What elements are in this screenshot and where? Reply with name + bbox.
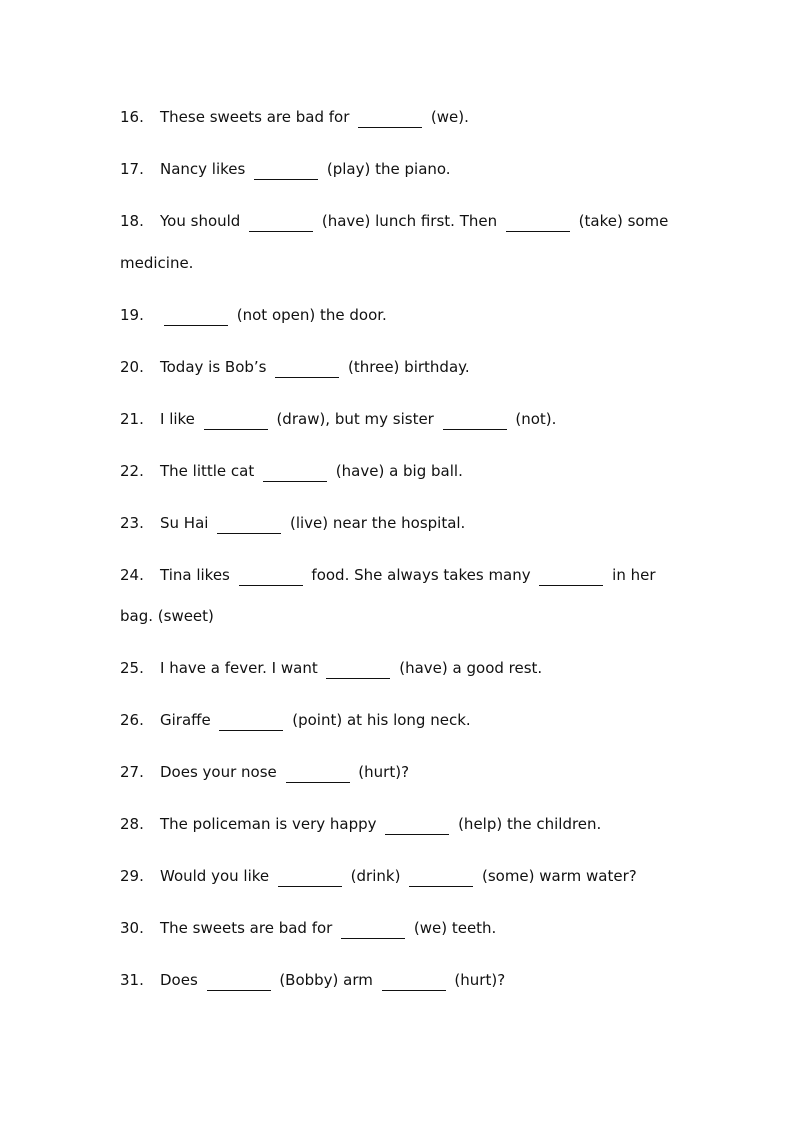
answer-blank[interactable]: [358, 112, 422, 128]
answer-blank[interactable]: [341, 923, 405, 939]
question-text: (we) teeth.: [409, 919, 497, 937]
question-text: (draw), but my sister: [271, 410, 439, 428]
question-24-continuation: [120, 605, 674, 627]
question-number: 26.: [120, 711, 144, 729]
question-19: [120, 304, 674, 326]
question-number: 25.: [120, 659, 144, 677]
answer-blank[interactable]: [506, 216, 570, 232]
question-23: [120, 512, 674, 534]
question-21: [120, 408, 674, 430]
answer-blank[interactable]: [219, 715, 283, 731]
answer-blank[interactable]: [217, 518, 281, 534]
question-26: [120, 709, 674, 731]
answer-blank[interactable]: [254, 164, 318, 180]
question-text: Would you like: [160, 867, 274, 885]
question-text: in her: [607, 566, 656, 584]
answer-blank[interactable]: [409, 871, 473, 887]
question-18: [120, 210, 674, 232]
question-text: (live) near the hospital.: [285, 514, 466, 532]
answer-blank[interactable]: [286, 767, 350, 783]
question-text: Su Hai: [160, 514, 214, 532]
answer-blank[interactable]: [164, 310, 228, 326]
question-24: [120, 564, 674, 586]
question-number: 30.: [120, 919, 144, 937]
question-text: (hurt)?: [353, 763, 410, 781]
answer-blank[interactable]: [443, 414, 507, 430]
question-22: [120, 460, 674, 482]
question-text: (have) a big ball.: [331, 462, 463, 480]
answer-blank[interactable]: [539, 570, 603, 586]
question-text: (help) the children.: [453, 815, 602, 833]
question-number: 21.: [120, 410, 144, 428]
question-text: (take) some: [573, 212, 669, 230]
question-28: [120, 813, 674, 835]
question-text: Tina likes: [160, 566, 235, 584]
question-text: (not).: [510, 410, 557, 428]
question-number: 16.: [120, 108, 144, 126]
question-text: (Bobby) arm: [274, 971, 378, 989]
question-text: Giraffe: [160, 711, 216, 729]
question-text: (hurt)?: [449, 971, 506, 989]
question-text: Nancy likes: [160, 160, 251, 178]
question-text: The policeman is very happy: [160, 815, 382, 833]
question-text: The sweets are bad for: [160, 919, 338, 937]
answer-blank[interactable]: [275, 362, 339, 378]
question-25: [120, 657, 674, 679]
question-text: (not open) the door.: [232, 306, 387, 324]
question-text: The little cat: [160, 462, 260, 480]
question-text: (point) at his long neck.: [287, 711, 471, 729]
question-number: 20.: [120, 358, 144, 376]
question-text: food. She always takes many: [306, 566, 536, 584]
question-number: 29.: [120, 867, 144, 885]
answer-blank[interactable]: [263, 466, 327, 482]
question-number: 27.: [120, 763, 144, 781]
question-text: These sweets are bad for: [160, 108, 355, 126]
question-17: [120, 158, 674, 180]
question-29: [120, 865, 674, 887]
question-number: 19.: [120, 306, 144, 324]
question-text: bag. (sweet): [120, 607, 214, 625]
question-number: 17.: [120, 160, 144, 178]
question-number: 18.: [120, 212, 144, 230]
question-text: Does: [160, 971, 203, 989]
question-18-continuation: [120, 252, 674, 274]
question-20: [120, 356, 674, 378]
answer-blank[interactable]: [204, 414, 268, 430]
answer-blank[interactable]: [207, 975, 271, 991]
question-text: (drink): [345, 867, 406, 885]
question-number: 22.: [120, 462, 144, 480]
question-text: (we).: [426, 108, 469, 126]
question-31: [120, 969, 674, 991]
question-text: (have) lunch first. Then: [317, 212, 502, 230]
question-number: 24.: [120, 566, 144, 584]
question-16: [120, 106, 674, 128]
question-text: Today is Bob’s: [160, 358, 272, 376]
question-text: (some) warm water?: [477, 867, 637, 885]
question-text: I have a fever. I want: [160, 659, 323, 677]
question-text: Does your nose: [160, 763, 282, 781]
answer-blank[interactable]: [239, 570, 303, 586]
question-text: (have) a good rest.: [394, 659, 543, 677]
answer-blank[interactable]: [249, 216, 313, 232]
question-30: [120, 917, 674, 939]
question-text: (play) the piano.: [322, 160, 451, 178]
answer-blank[interactable]: [326, 663, 390, 679]
question-text: I like: [160, 410, 200, 428]
question-text: (three) birthday.: [343, 358, 470, 376]
answer-blank[interactable]: [385, 819, 449, 835]
question-number: 23.: [120, 514, 144, 532]
question-number: 31.: [120, 971, 144, 989]
question-text: You should: [160, 212, 246, 230]
answer-blank[interactable]: [382, 975, 446, 991]
question-text: medicine.: [120, 254, 194, 272]
question-27: [120, 761, 674, 783]
answer-blank[interactable]: [278, 871, 342, 887]
question-number: 28.: [120, 815, 144, 833]
